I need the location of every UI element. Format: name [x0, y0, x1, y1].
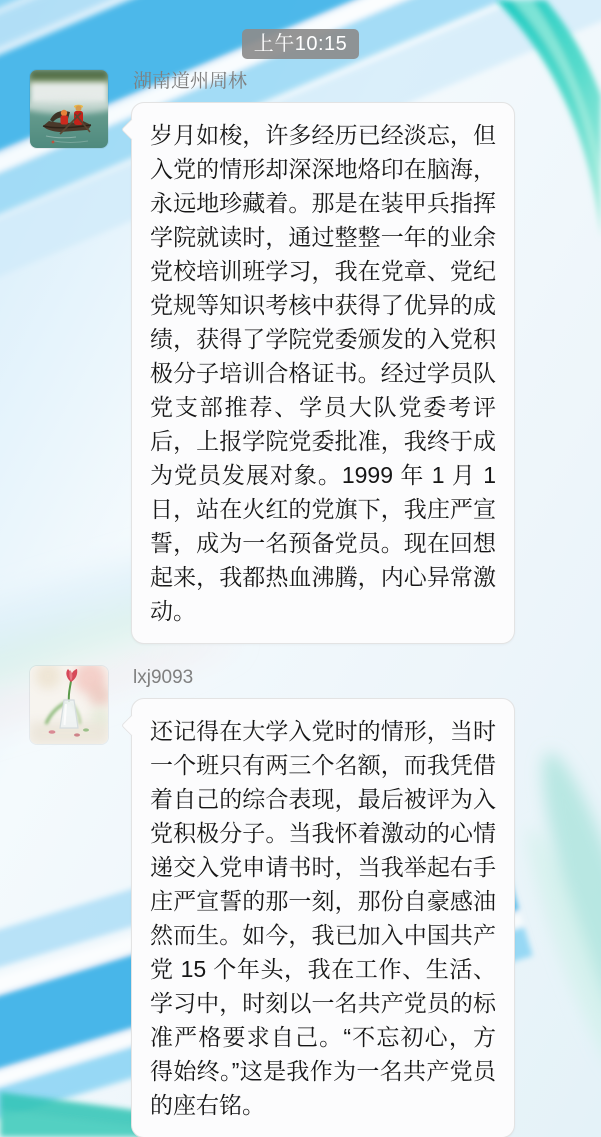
- timestamp-row: [0, 0, 601, 59]
- message-text: 岁月如梭，许多经历已经淡忘，但入党的情形却深深地烙印在脑海，永远地珍藏着。那是在装甲兵指挥学院就读时，通过整整一年的业余党校培训班学习，我在党章、党纪党规等知识考核中获得了优异的成绩，获得了学院党委颁发的入党积极分子培训合格证书。经过学员队党支部推荐、学员大队党委考评后，上报学院党委批准，我终于成为党员发展对象。1999 年 1 月 1 日，站在火红的党旗下，我庄严宣誓，成为一名预备党员。现在回想起来，我都热血沸腾，内心异常激动。: [150, 122, 496, 624]
- message: [0, 70, 601, 644]
- message: [0, 666, 601, 1137]
- message-text: 还记得在大学入党时的情形，当时一个班只有两三个名额，而我凭借着自己的综合表现，最后被评为入党积极分子。当我怀着激动的心情递交入党申请书时，当我举起右手庄严宣誓的那一刻，那份自豪感油然而生。如今，我已加入中国共产党 15 个年头，我在工作、生活、学习中，时刻以一名共产党员的标准严格要求自己。“不忘初心，方得始终。”这是我作为一名共产党员的座右铭。: [150, 718, 496, 1118]
- flower-vase-avatar-image: [30, 666, 108, 744]
- avatar[interactable]: [30, 70, 108, 148]
- timestamp-badge: 上午10:15: [242, 29, 360, 59]
- avatar[interactable]: [30, 666, 108, 744]
- sender-name: 湖南道州周林: [133, 71, 248, 92]
- message-bubble[interactable]: [131, 698, 515, 1137]
- message-body: [131, 70, 515, 644]
- message-body: [131, 666, 515, 1137]
- river-boat-avatar-image: [30, 70, 108, 148]
- message-bubble[interactable]: [131, 102, 515, 644]
- sender-name: lxj9093: [133, 667, 194, 688]
